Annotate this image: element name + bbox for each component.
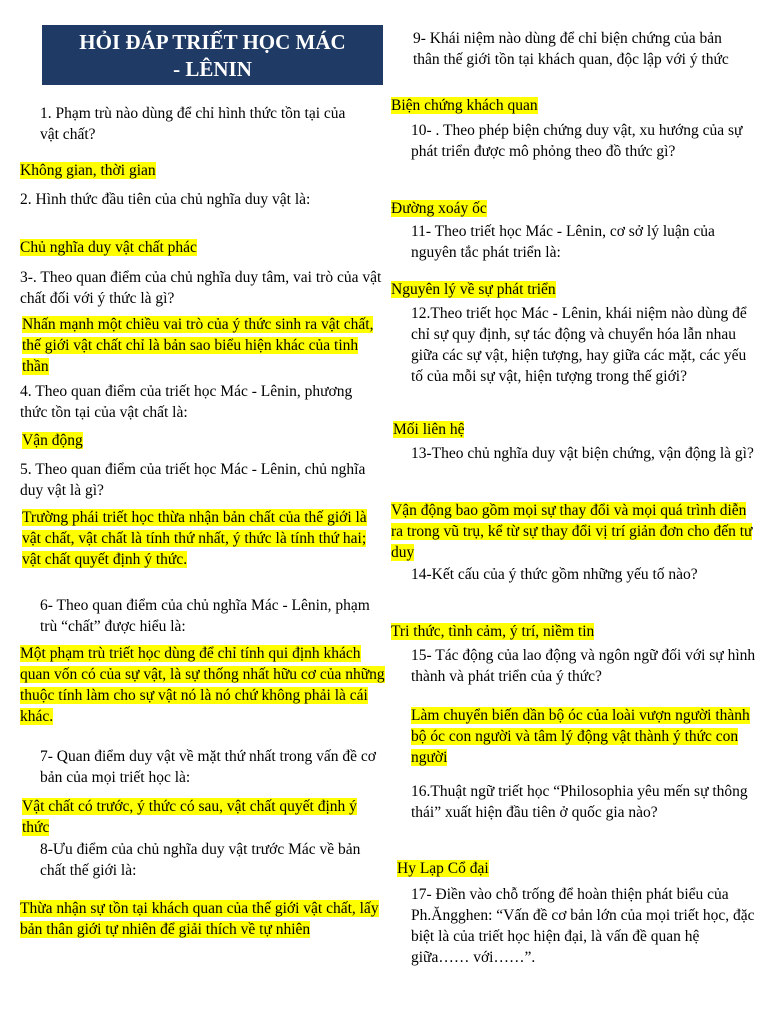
answer-1 <box>20 160 380 181</box>
answer-10 <box>391 198 751 219</box>
answer-16-text: Hy Lạp Cổ đại <box>397 860 489 877</box>
question-7: 7- Quan điểm duy vật về mặt thứ nhất trong vấn đề cơ bản của mọi triết học là: <box>40 748 376 786</box>
answer-3-text: Nhấn mạnh một chiều vai trò của ý thức sinh ra vật chất, thế giới vật chất chỉ là bản sao biểu hiện khác của tinh thần <box>22 316 374 375</box>
answer-16 <box>397 858 757 879</box>
question-1: 1. Phạm trù nào dùng để chỉ hình thức tồn tại của vật chất? <box>40 105 346 143</box>
answer-6-text: Một phạm trù triết học dùng để chỉ tính qui định khách quan vốn có của sự vật, là sự thống nhất hữu cơ của những thuộc tính làm cho sự vật nó là nó chứ không phải là cái khác. <box>20 645 385 725</box>
question-10: 10- . Theo phép biện chứng duy vật, xu hướng của sự phát triển được mô phỏng theo đồ thức gì? <box>411 122 743 160</box>
answer-10-text: Đường xoáy ốc <box>391 200 487 217</box>
answer-6 <box>20 643 390 727</box>
answer-11 <box>391 279 751 300</box>
answer-14 <box>391 621 751 642</box>
question-4: 4. Theo quan điểm của triết học Mác - Lênin, phương thức tồn tại của vật chất là: <box>20 383 353 421</box>
question-6: 6- Theo quan điểm của chủ nghĩa Mác - Lênin, phạm trù “chất” được hiểu là: <box>40 597 370 635</box>
answer-12 <box>393 419 753 440</box>
answer-15-text: Làm chuyển biến dần bộ óc của loài vượn người thành bộ óc con người và tâm lý động vật thành ý thức con người <box>411 707 750 766</box>
answer-2-text: Chủ nghĩa duy vật chất phác <box>20 239 197 256</box>
answer-1-text: Không gian, thời gian <box>20 162 156 179</box>
question-11: 11- Theo triết học Mác - Lênin, cơ sở lý luận của nguyên tắc phát triển là: <box>411 223 715 261</box>
title-line-2: - LÊNIN <box>173 57 252 81</box>
answer-7-text: Vật chất có trước, ý thức có sau, vật chất quyết định ý thức <box>22 798 357 836</box>
answer-8 <box>20 898 385 940</box>
answer-15 <box>411 705 756 768</box>
answer-12-text: Mối liên hệ <box>393 421 465 438</box>
question-8: 8-Ưu điểm của chủ nghĩa duy vật trước Mác về bản chất thế giới là: <box>40 841 361 879</box>
question-3: 3-. Theo quan điểm của chủ nghĩa duy tâm, vai trò của vật chất đối với ý thức là gì? <box>20 269 382 307</box>
answer-11-text: Nguyên lý về sự phát triển <box>391 281 556 298</box>
question-15: 15- Tác động của lao động và ngôn ngữ đối với sự hình thành và phát triển của ý thức? <box>411 647 756 685</box>
answer-8-text: Thừa nhận sự tồn tại khách quan của thế giới vật chất, lấy bản thân giới tự nhiên để giải thích về tự nhiên <box>20 900 379 938</box>
answer-13 <box>391 500 756 563</box>
question-9: 9- Khái niệm nào dùng để chỉ biện chứng của bản thân thế giới tồn tại khách quan, độc lập với ý thức <box>413 30 729 68</box>
question-13: 13-Theo chủ nghĩa duy vật biện chứng, vận động là gì? <box>411 445 754 462</box>
answer-3 <box>22 314 382 377</box>
answer-5-text: Trường phái triết học thừa nhận bản chất của thế giới là vật chất, vật chất là tính thứ nhất, ý thức là tính thứ hai; vật chất quyết định ý thức. <box>22 509 367 568</box>
answer-13-text: Vận động bao gồm mọi sự thay đổi và mọi quá trình diễn ra trong vũ trụ, kể từ sự thay đổi vị trí giản đơn cho đến tư duy <box>391 502 753 561</box>
question-17: 17- Điền vào chỗ trống để hoàn thiện phát biểu của Ph.Ăngghen: “Vấn đề cơ bản lớn của mọi triết học, đặc biệt là của triết học hiện đại, là vấn đề quan hệ giữa…… với……”. <box>411 886 755 966</box>
answer-14-text: Tri thức, tình cảm, ý trí, niềm tin <box>391 623 595 640</box>
answer-7 <box>22 796 382 838</box>
question-12: 12.Theo triết học Mác - Lênin, khái niệm nào dùng để chỉ sự quy định, sự tác động và chuyển hóa lẫn nhau giữa các sự vật, hiện tượng, hay giữa các mặt, các yếu tố của mỗi sự vật, hiện tượng trong thế giới? <box>411 305 747 385</box>
document-title <box>42 25 383 85</box>
answer-9 <box>391 95 751 116</box>
answer-4-text: Vận động <box>22 432 83 449</box>
answer-9-text: Biện chứng khách quan <box>391 97 538 114</box>
answer-5 <box>22 507 387 570</box>
question-5: 5. Theo quan điểm của triết học Mác - Lênin, chủ nghĩa duy vật là gì? <box>20 461 366 499</box>
answer-4 <box>22 430 382 451</box>
question-2: 2. Hình thức đầu tiên của chủ nghĩa duy vật là: <box>20 191 311 208</box>
question-16: 16.Thuật ngữ triết học “Philosophia yêu mến sự thông thái” xuất hiện đầu tiên ở quốc gia nào? <box>411 783 748 821</box>
title-line-1: HỎI ĐÁP TRIẾT HỌC MÁC <box>79 30 346 54</box>
answer-2 <box>20 237 380 258</box>
question-14: 14-Kết cấu của ý thức gồm những yếu tố nào? <box>411 566 698 583</box>
